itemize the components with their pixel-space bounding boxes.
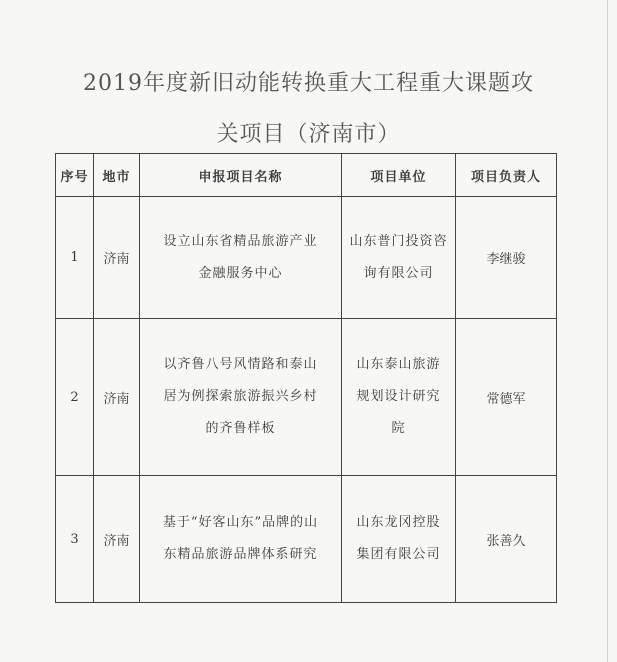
- unit-line: 询有限公司: [363, 265, 434, 281]
- cell-city: 济南: [94, 197, 140, 319]
- project-name-line: 基于“好客山东”品牌的山: [162, 515, 319, 530]
- cell-unit: [342, 319, 456, 476]
- project-name-line: 东精品旅游品牌体系研究: [163, 547, 318, 562]
- page-edge: [607, 0, 608, 662]
- unit-line: 山东龙冈控股: [356, 515, 441, 530]
- project-name-line: 的齐鲁样板: [205, 421, 276, 436]
- cell-project-name: [140, 319, 342, 476]
- table-row: [56, 476, 557, 603]
- cell-leader: 张善久: [456, 476, 557, 603]
- cell-city: 济南: [94, 319, 140, 476]
- project-name-line: 设立山东省精品旅游产业: [163, 233, 318, 249]
- cell-unit: [342, 197, 456, 319]
- cell-project-name: [140, 476, 342, 603]
- doc-title-line2: 关项目（济南市）: [216, 122, 401, 147]
- header-city: 地市: [94, 154, 140, 197]
- cell-index: 3: [56, 476, 94, 603]
- cell-leader: 常德军: [456, 319, 557, 476]
- header-project-name: 申报项目名称: [140, 154, 342, 197]
- cell-leader: 李继骏: [456, 197, 557, 319]
- table-header-row: [56, 154, 557, 197]
- table-row: [56, 197, 557, 319]
- cell-index: 1: [56, 197, 94, 319]
- unit-line: 集团有限公司: [356, 547, 441, 562]
- unit-line: 规划设计研究: [356, 389, 441, 404]
- cell-city: 济南: [94, 476, 140, 603]
- project-name-line: 居为例探索旅游振兴乡村: [163, 389, 318, 404]
- header-unit: 项目单位: [342, 154, 456, 197]
- unit-line: 山东泰山旅游: [356, 357, 441, 372]
- header-leader: 项目负责人: [456, 154, 557, 197]
- cell-project-name: [140, 197, 342, 319]
- table-row: [56, 319, 557, 476]
- doc-title-line1: 2019年度新旧动能转换重大工程重大课题攻: [83, 71, 534, 96]
- project-name-line: 以齐鲁八号风情路和泰山: [163, 357, 318, 372]
- unit-line: 院: [391, 421, 406, 436]
- cell-unit: [342, 476, 456, 603]
- project-name-line: 金融服务中心: [198, 265, 283, 281]
- project-table: [55, 153, 557, 603]
- cell-index: 2: [56, 319, 94, 476]
- unit-line: 山东普门投资咨: [349, 233, 448, 249]
- header-index: 序号: [56, 154, 94, 197]
